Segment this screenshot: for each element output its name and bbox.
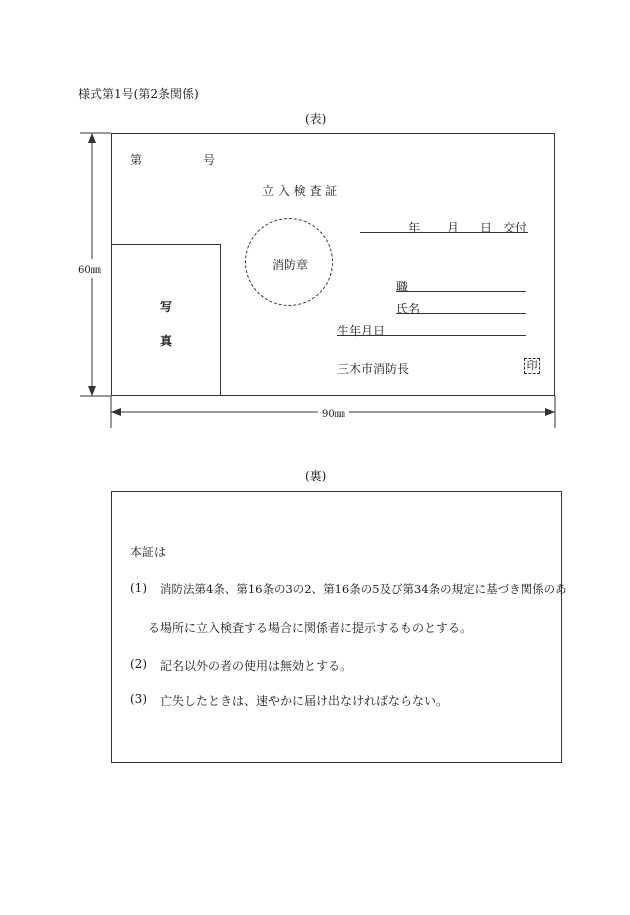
issuer-label: 三木市消防長: [337, 362, 410, 376]
name-underline: [396, 313, 526, 314]
position-label: 職: [396, 280, 409, 294]
date-underline: [360, 232, 528, 233]
item-3-number: (3): [130, 692, 147, 706]
date-month: 月: [447, 221, 460, 235]
date-year: 年: [408, 221, 421, 235]
stamp-mark: 印: [524, 358, 540, 374]
height-dimension-label: 60㎜: [78, 259, 101, 278]
birthdate-label: 生年月日: [337, 324, 386, 338]
form-label: 様式第1号(第2条関係): [78, 87, 199, 101]
date-issued: 交付: [503, 221, 528, 235]
width-dimension-label: 90㎜: [318, 405, 349, 420]
date-day: 日: [480, 221, 493, 235]
position-underline: [396, 291, 526, 292]
item-2-line1: 記名以外の者の使用は無効とする。: [160, 659, 353, 673]
photo-box: [111, 244, 221, 396]
back-intro: 本証は: [130, 545, 167, 559]
birthdate-underline: [337, 335, 526, 336]
back-side-label: (裏): [305, 469, 327, 483]
item-1-line1: 消防法第4条、第16条の3の2、第16条の5及び第34条の規定に基づき関係のあ: [160, 582, 567, 596]
card-title: 立 入 検 査 証: [262, 184, 338, 198]
item-2-number: (2): [130, 657, 147, 671]
item-1-line2: る場所に立入検査する場合に関係者に提示するものとする。: [148, 621, 473, 635]
seal-label: 消防章: [272, 258, 309, 272]
front-side-label: (表): [305, 112, 327, 126]
item-1-number: (1): [130, 581, 147, 595]
name-label: 氏名: [396, 302, 421, 316]
photo-label-1: 写: [160, 300, 173, 314]
item-3-line1: 亡失したときは、速やかに届け出なければならない。: [160, 694, 449, 708]
number-prefix: 第: [130, 153, 143, 167]
number-suffix: 号: [203, 153, 216, 167]
photo-label-2: 真: [160, 334, 173, 348]
